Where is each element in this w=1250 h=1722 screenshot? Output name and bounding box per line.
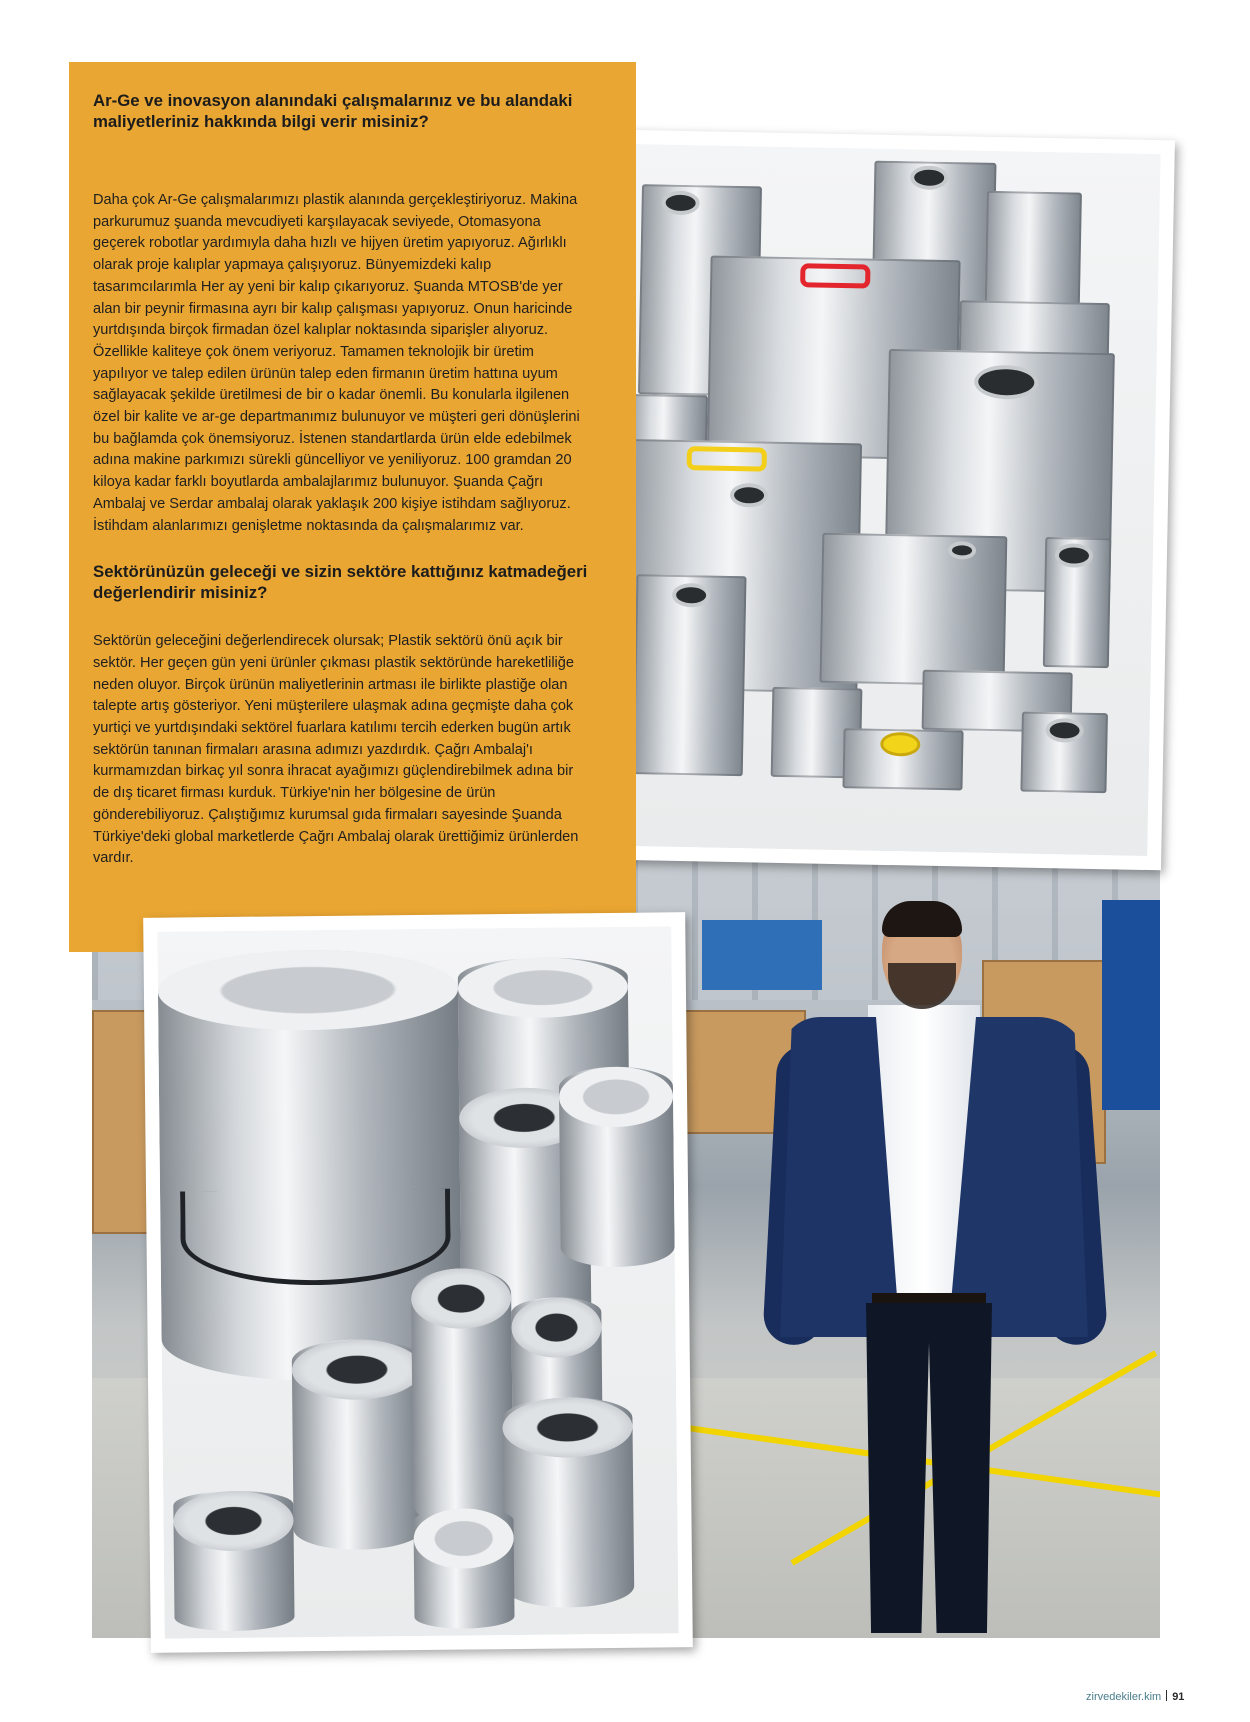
man-hair <box>882 901 962 937</box>
man-beard <box>888 963 956 1009</box>
site-name: zirvedekiler.kim <box>1086 1691 1162 1703</box>
interview-panel <box>69 62 636 952</box>
can <box>413 1508 514 1629</box>
can <box>502 1397 634 1608</box>
photo-rectangular-tins <box>605 130 1175 871</box>
photo-inner <box>157 926 678 1638</box>
page-footer <box>1086 1690 1184 1703</box>
tin <box>842 728 963 790</box>
yellow-handle <box>687 446 767 472</box>
blue-machine <box>1102 900 1160 1110</box>
tin <box>1020 712 1108 794</box>
answer-paragraph: Sektörün geleceğini değerlendirecek olursak; Plastik sektörü önü açık bir sektör. Her geçen gün yeni ürünler çıkması plastik sektöründe hareketliliğe neden oluyor. Birçok ürünün maliyetlerinin artması ile birlikte plastiğe olan talepte artış gösteriyor. Yeni müşterilere ulaşmak adına geçmişte daha çok yurtiçi ve yurtdışındaki sektörel fuarlara katılımı tercih ederken bugün artık sektörün tanınan firmaları arasına adımızı yazdırdık. Çağrı Ambalaj'ı kurmamızdan birkaç yıl sonra ihracat ayağımızı güçlendirebilmek adına bir de dış ticaret firması kurduk. Türkiye'nin her bölgesine de ürün gönderebiliyoruz. Çalıştığımız kurumsal gıda firmaları sayesinde Şuanda Türkiye'deki global marketlerde Çağrı Ambalaj olarak ürettiğimiz ürünlerden vardır. <box>93 633 579 867</box>
footer-divider <box>1166 1690 1167 1701</box>
photo-inner <box>619 144 1160 856</box>
man-portrait <box>770 905 1100 1631</box>
can <box>411 1268 514 1529</box>
can <box>559 1066 675 1267</box>
photo-round-cans <box>143 912 693 1653</box>
can <box>173 1490 294 1631</box>
page-number: 91 <box>1172 1691 1185 1703</box>
question-heading: Sektörünüzün geleceği ve sizin sektöre kattığınız katmadeğeri değerlendirir misiniz? <box>93 562 588 603</box>
red-handle <box>800 263 870 288</box>
question-heading: Ar-Ge ve inovasyon alanındaki çalışmalarınız ve bu alandaki maliyetleriniz hakkında bilgi verir misiniz? <box>93 91 573 131</box>
tin <box>633 574 747 776</box>
answer-paragraph: Daha çok Ar-Ge çalışmalarımızı plastik alanında gerçekleştiriyoruz. Makina parkurumuz şuanda mevcudiyeti karşılayacak seviyede, Otomasyona geçerek robotlar yardımıyla daha hızlı ve hijyen üretim yapıyoruz. Ağırlıklı olarak proje kalıplar yapmaya çalışıyoruz. Bünyemizdeki kalıp tasarımcılarımla Her ay yeni bir kalıp çıkarıyoruz. Şuanda MTOSB'de yer alan bir peynir firmasına ayrı bir kalıp çalışması yapıyoruz. Onun haricinde yurtdışında birçok firmadan özel kalıplar noktasında siparişler alıyoruz. Özellikle kaliteye çok önem veriyoruz. Tamamen teknolojik bir üretim yapılıyor ve talep edilen ürünün talep eden firmanın üretim hattına uyum sağlayacak şekilde üretilmesi de bir o kadar önemli. Bu konularla ilgilenen özel bir kalite ve ar-ge departmanımız bulunuyor ve müşteri geri dönüşlerini bu bağlamda çok önemsiyoruz. İstenen standartlarda ürün elde edebilmek adına makine parkımızı sürekli güncelliyor ve yeniliyoruz. 100 gramdan 20 kiloya kadar farklı boyutlarda ambalajlarımız bulunuyor. Şuanda Çağrı Ambalaj ve Serdar ambalaj olarak yaklaşık 200 kişiye istihdam sağlıyoruz. İstihdam alanlarımızı genişletme noktasında da çalışmalarımız var. <box>93 192 580 534</box>
man-pants <box>866 1303 992 1633</box>
can <box>292 1339 424 1550</box>
tin <box>1043 537 1111 668</box>
tin <box>819 533 1007 687</box>
